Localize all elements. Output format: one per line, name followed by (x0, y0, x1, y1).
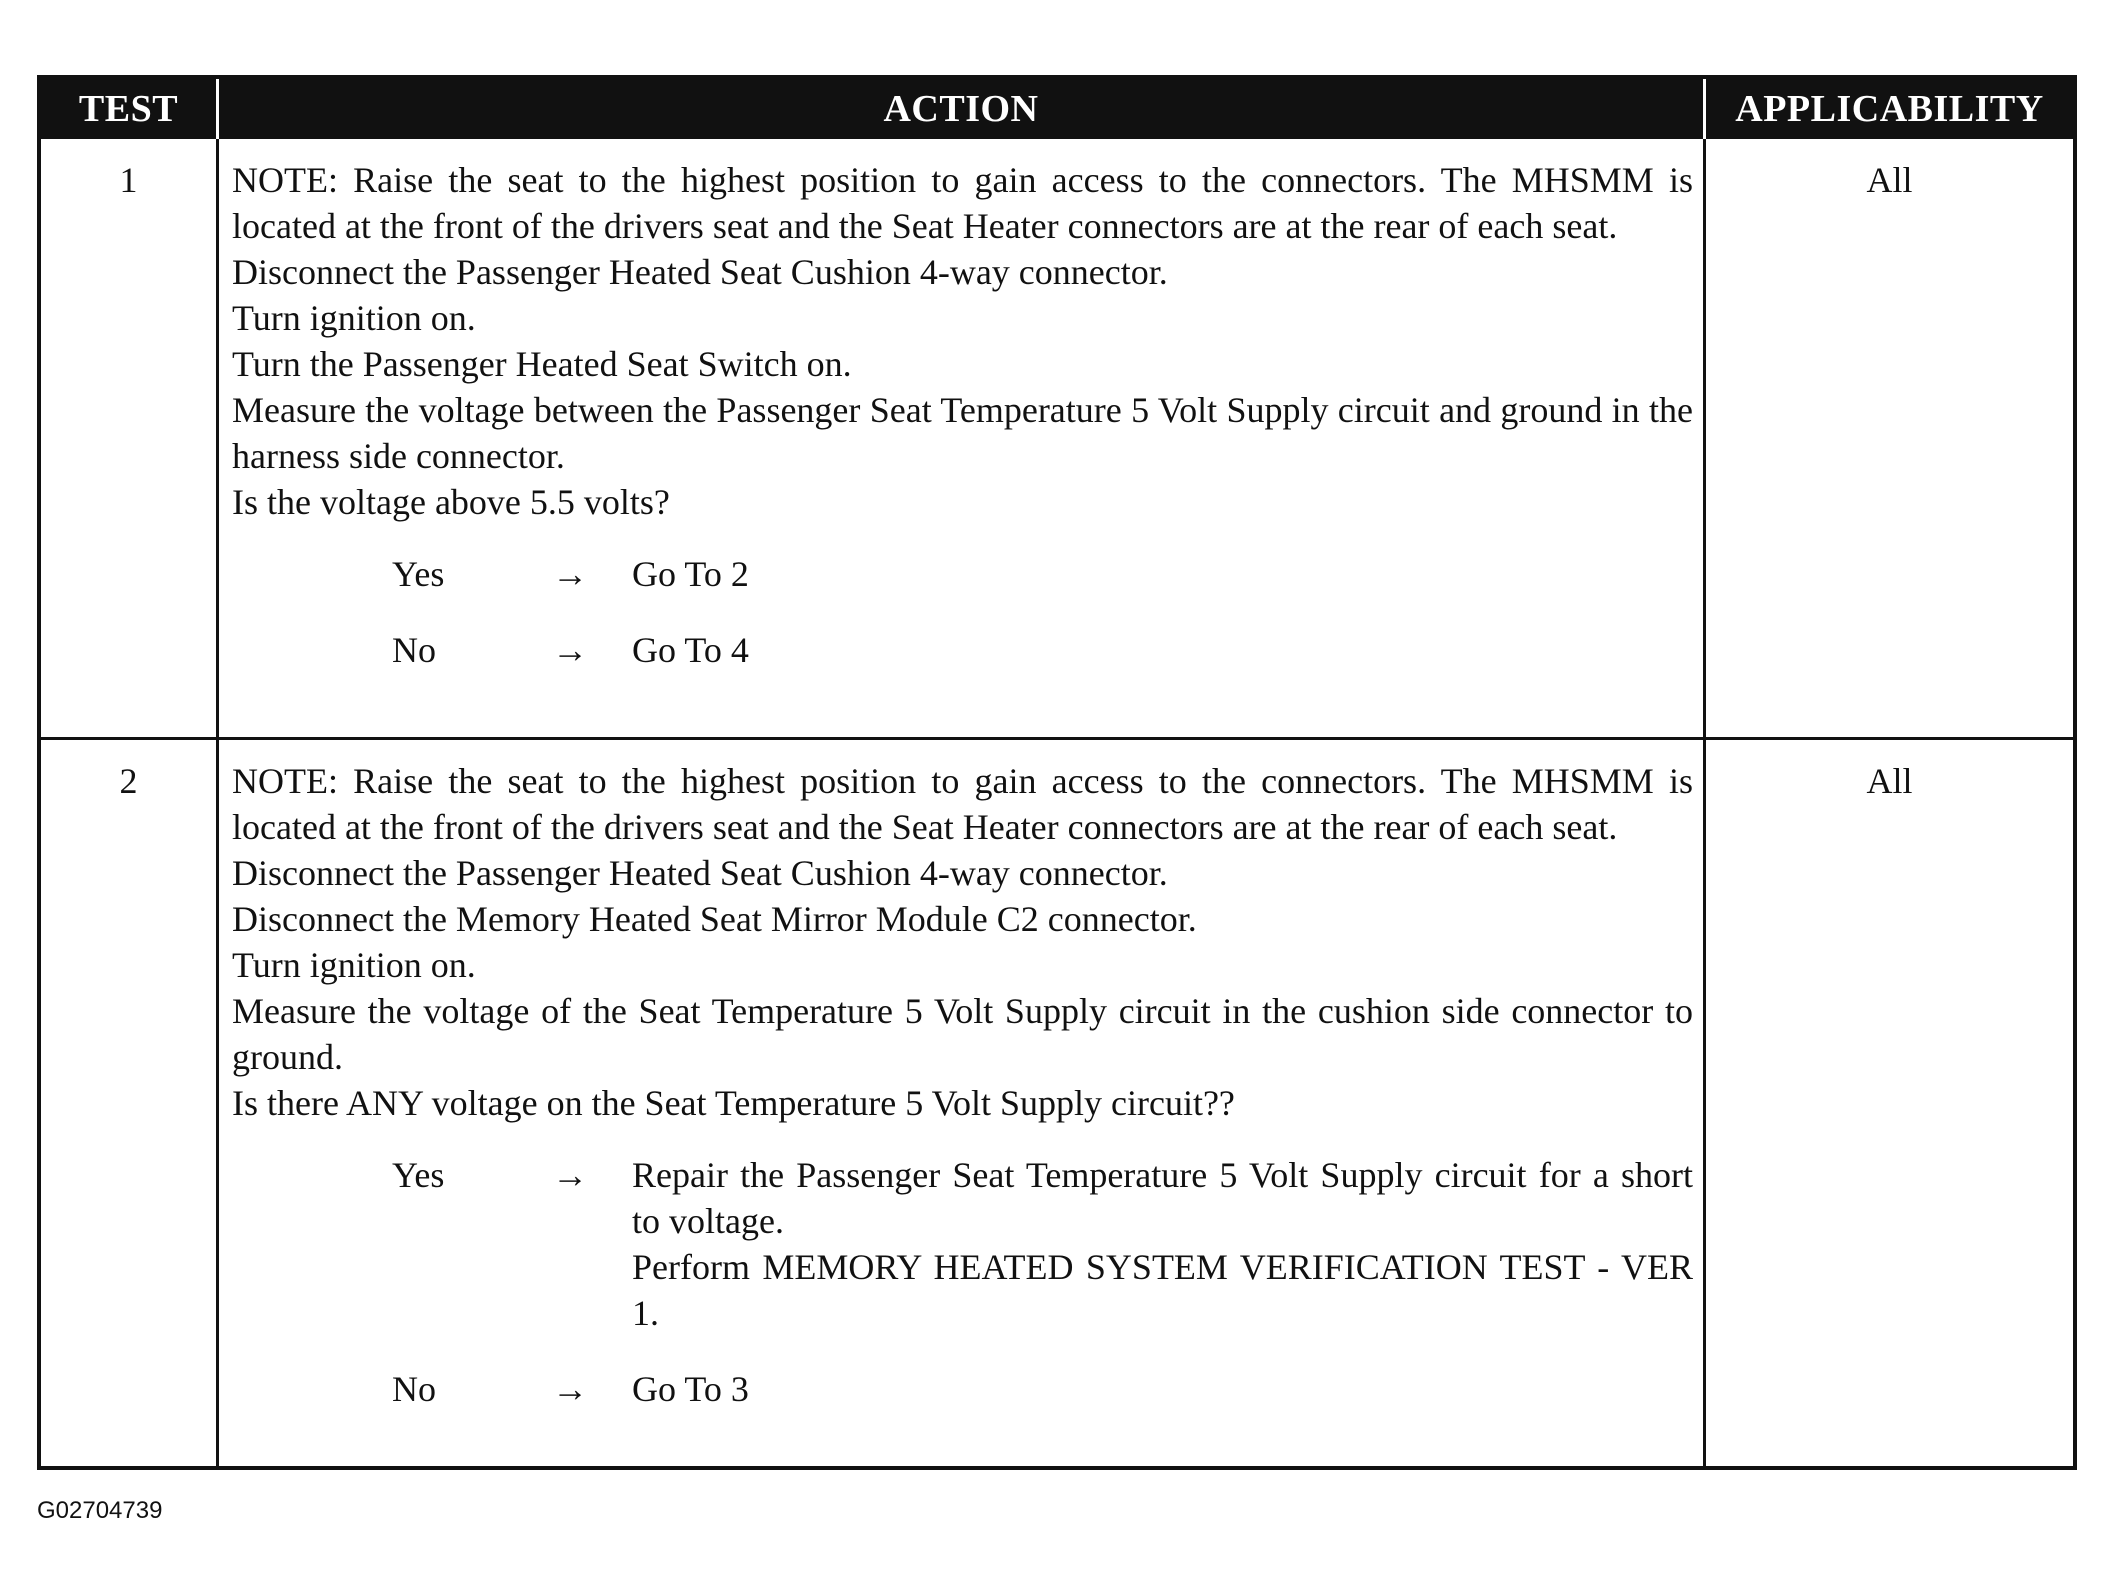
choice-no (392, 627, 1693, 673)
action-line: Measure the voltage between the Passenger Seat Temperature 5 Volt Supply circuit and ground in the harness side connector. (232, 390, 1693, 476)
action-line: Disconnect the Passenger Heated Seat Cushion 4-way connector. (232, 252, 1168, 292)
result-text: Go To 4 (632, 630, 749, 670)
choice-yes (392, 1152, 1693, 1336)
answer-label: Yes (392, 554, 445, 594)
action-cell-2 (219, 737, 1706, 1466)
header-test: TEST (41, 79, 219, 139)
answer-label: Yes (392, 1155, 445, 1195)
arrow-right-icon: → (552, 1155, 588, 1195)
result-line: Perform MEMORY HEATED SYSTEM VERIFICATION TEST - VER 1. (632, 1247, 1693, 1333)
arrow-right-icon: → (552, 554, 588, 594)
action-line: NOTE: Raise the seat to the highest position to gain access to the connectors. The MHSMM is located at the front of the drivers seat and the Seat Heater connectors are at the rear of each seat. (232, 160, 1693, 246)
answer-label: No (392, 1369, 436, 1409)
choice-yes (392, 551, 1693, 597)
header-applicability: APPLICABILITY (1706, 79, 2073, 139)
result-text: Go To 3 (632, 1369, 749, 1409)
action-line: NOTE: Raise the seat to the highest position to gain access to the connectors. The MHSMM is located at the front of the drivers seat and the Seat Heater connectors are at the rear of each seat. (232, 761, 1693, 847)
result-text (632, 1152, 1693, 1336)
applicability-1: All (1866, 160, 1913, 200)
test-number-2: 2 (41, 737, 219, 1466)
result-line: Repair the Passenger Seat Temperature 5 Volt Supply circuit for a short to voltage. (632, 1155, 1693, 1241)
action-line: Disconnect the Passenger Heated Seat Cushion 4-way connector. (232, 853, 1168, 893)
choices-1 (232, 551, 1693, 673)
answer-label: No (392, 630, 436, 670)
choice-no (392, 1366, 1693, 1412)
action-line: Turn ignition on. (232, 945, 476, 985)
arrow-right-icon: → (552, 1369, 588, 1409)
result-text: Go To 2 (632, 554, 749, 594)
choices-2 (232, 1152, 1693, 1412)
action-cell-1 (219, 139, 1706, 737)
action-line: Disconnect the Memory Heated Seat Mirror Module C2 connector. (232, 899, 1197, 939)
action-line: Is there ANY voltage on the Seat Temperature 5 Volt Supply circuit?? (232, 1083, 1235, 1123)
diagnostic-test-table (37, 75, 2077, 1470)
test-number-1: 1 (41, 139, 219, 737)
header-action: ACTION (219, 79, 1706, 139)
figure-code: G02704739 (37, 1497, 163, 1524)
arrow-right-icon: → (552, 630, 588, 670)
action-line: Measure the voltage of the Seat Temperature 5 Volt Supply circuit in the cushion side connector to ground. (232, 991, 1693, 1077)
applicability-2: All (1706, 737, 2073, 1466)
action-line: Is the voltage above 5.5 volts? (232, 482, 670, 522)
action-line: Turn the Passenger Heated Seat Switch on. (232, 344, 852, 384)
action-line: Turn ignition on. (232, 298, 476, 338)
